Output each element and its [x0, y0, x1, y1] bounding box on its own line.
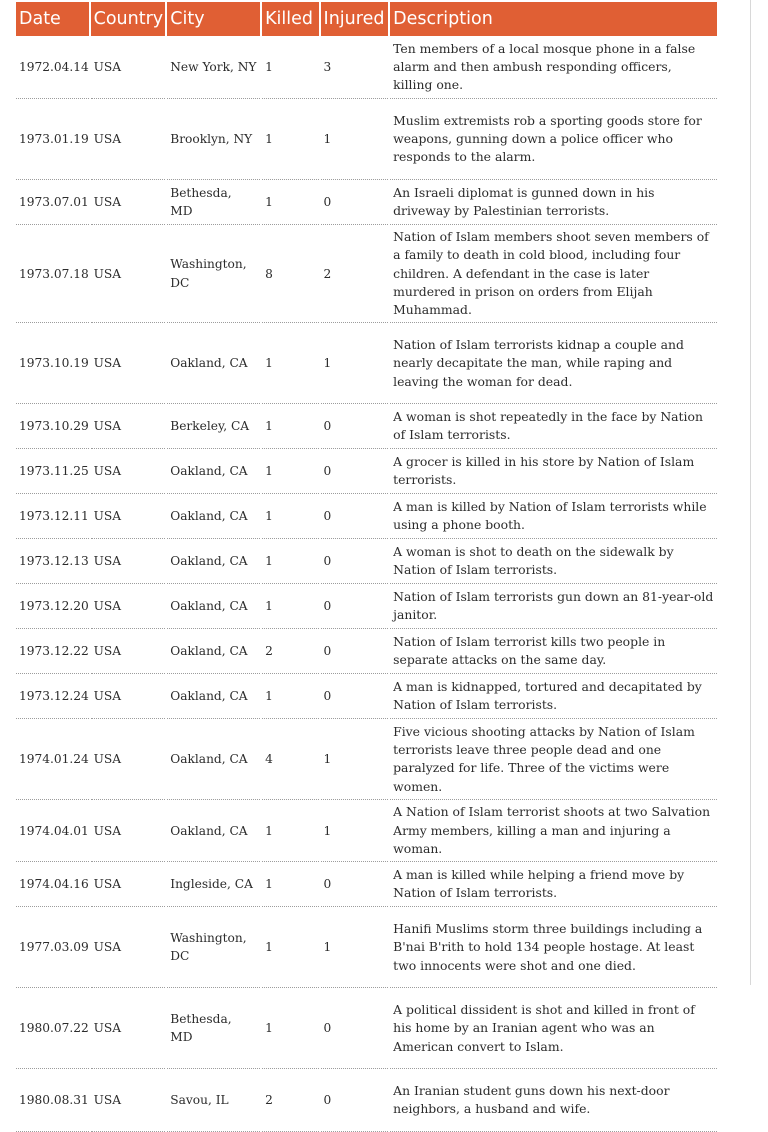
cell-country: USA	[91, 584, 166, 629]
cell-description: A man is killed while helping a friend move by Nation of Islam terrorists.	[390, 862, 717, 907]
cell-description: Nation of Islam terrorist kills two people in separate attacks on the same day.	[390, 629, 717, 674]
cell-country: USA	[91, 988, 166, 1069]
table-row	[16, 674, 717, 719]
cell-date: 1973.11.25	[16, 449, 89, 494]
cell-killed: 1	[262, 584, 318, 629]
table-row	[16, 36, 717, 99]
page-edge	[750, 0, 768, 985]
cell-injured: 0	[321, 1069, 389, 1132]
table-row	[16, 99, 717, 180]
table-row	[16, 862, 717, 907]
cell-killed: 1	[262, 800, 318, 862]
header-city[interactable]: City	[167, 2, 260, 36]
cell-injured: 0	[321, 629, 389, 674]
cell-city: Bethesda, MD	[167, 180, 260, 225]
cell-description: An Israeli diplomat is gunned down in his driveway by Palestinian terrorists.	[390, 180, 717, 225]
cell-country: USA	[91, 1069, 166, 1132]
table-row	[16, 225, 717, 323]
cell-country: USA	[91, 907, 166, 988]
table-row	[16, 907, 717, 988]
cell-injured: 0	[321, 404, 389, 449]
cell-date: 1973.10.19	[16, 323, 89, 404]
table-row	[16, 404, 717, 449]
cell-city: Washington, DC	[167, 907, 260, 988]
cell-date: 1972.04.14	[16, 36, 89, 99]
table-row	[16, 494, 717, 539]
cell-killed: 1	[262, 494, 318, 539]
table-row	[16, 323, 717, 404]
cell-country: USA	[91, 180, 166, 225]
cell-date: 1973.12.20	[16, 584, 89, 629]
cell-country: USA	[91, 323, 166, 404]
cell-injured: 0	[321, 180, 389, 225]
cell-injured: 1	[321, 323, 389, 404]
cell-country: USA	[91, 674, 166, 719]
cell-country: USA	[91, 800, 166, 862]
header-description[interactable]: Description	[390, 2, 717, 36]
cell-description: A man is kidnapped, tortured and decapitated by Nation of Islam terrorists.	[390, 674, 717, 719]
table-row	[16, 449, 717, 494]
cell-injured: 0	[321, 539, 389, 584]
cell-killed: 1	[262, 449, 318, 494]
table-row	[16, 988, 717, 1069]
cell-country: USA	[91, 862, 166, 907]
cell-killed: 2	[262, 1069, 318, 1132]
cell-description: Five vicious shooting attacks by Nation of Islam terrorists leave three people dead and one paralyzed for life. Three of the victims were women.	[390, 719, 717, 800]
cell-country: USA	[91, 404, 166, 449]
cell-injured: 2	[321, 225, 389, 323]
cell-city: Oakland, CA	[167, 323, 260, 404]
cell-description: An Iranian student guns down his next-door neighbors, a husband and wife.	[390, 1069, 717, 1132]
cell-date: 1980.08.31	[16, 1069, 89, 1132]
cell-injured: 0	[321, 494, 389, 539]
cell-description: A woman is shot to death on the sidewalk by Nation of Islam terrorists.	[390, 539, 717, 584]
cell-date: 1973.01.19	[16, 99, 89, 180]
cell-date: 1974.04.01	[16, 800, 89, 862]
table-row	[16, 584, 717, 629]
cell-killed: 1	[262, 674, 318, 719]
table-row	[16, 629, 717, 674]
cell-killed: 1	[262, 404, 318, 449]
cell-city: Bethesda, MD	[167, 988, 260, 1069]
cell-killed: 1	[262, 862, 318, 907]
cell-date: 1973.12.22	[16, 629, 89, 674]
cell-injured: 0	[321, 862, 389, 907]
cell-city: Savou, IL	[167, 1069, 260, 1132]
table-header-row	[16, 2, 717, 36]
cell-date: 1973.10.29	[16, 404, 89, 449]
cell-killed: 1	[262, 323, 318, 404]
cell-injured: 1	[321, 800, 389, 862]
cell-injured: 1	[321, 907, 389, 988]
cell-killed: 1	[262, 539, 318, 584]
cell-killed: 1	[262, 180, 318, 225]
cell-injured: 0	[321, 674, 389, 719]
cell-description: A grocer is killed in his store by Nation of Islam terrorists.	[390, 449, 717, 494]
cell-country: USA	[91, 449, 166, 494]
cell-date: 1973.07.18	[16, 225, 89, 323]
cell-country: USA	[91, 36, 166, 99]
header-date[interactable]: Date	[16, 2, 89, 36]
cell-description: Muslim extremists rob a sporting goods store for weapons, gunning down a police officer who responds to the alarm.	[390, 99, 717, 180]
cell-city: Oakland, CA	[167, 800, 260, 862]
cell-city: New York, NY	[167, 36, 260, 99]
cell-description: Nation of Islam terrorists gun down an 81-year-old janitor.	[390, 584, 717, 629]
cell-description: Nation of Islam members shoot seven members of a family to death in cold blood, including four children. A defendant in the case is later murdered in prison on orders from Elijah Muhammad.	[390, 225, 717, 323]
cell-injured: 0	[321, 449, 389, 494]
table-row	[16, 1069, 717, 1132]
cell-city: Brooklyn, NY	[167, 99, 260, 180]
header-killed[interactable]: Killed	[262, 2, 318, 36]
cell-injured: 1	[321, 99, 389, 180]
cell-date: 1973.12.24	[16, 674, 89, 719]
cell-country: USA	[91, 225, 166, 323]
cell-injured: 0	[321, 988, 389, 1069]
cell-description: A woman is shot repeatedly in the face by Nation of Islam terrorists.	[390, 404, 717, 449]
table-row	[16, 539, 717, 584]
cell-injured: 3	[321, 36, 389, 99]
cell-killed: 4	[262, 719, 318, 800]
header-injured[interactable]: Injured	[321, 2, 389, 36]
table-row	[16, 800, 717, 862]
table-row	[16, 180, 717, 225]
cell-killed: 1	[262, 907, 318, 988]
cell-description: A political dissident is shot and killed in front of his home by an Iranian agent who was an American convert to Islam.	[390, 988, 717, 1069]
cell-city: Berkeley, CA	[167, 404, 260, 449]
cell-injured: 0	[321, 584, 389, 629]
cell-killed: 1	[262, 988, 318, 1069]
cell-country: USA	[91, 719, 166, 800]
table-row	[16, 719, 717, 800]
cell-city: Oakland, CA	[167, 629, 260, 674]
cell-city: Oakland, CA	[167, 494, 260, 539]
header-country[interactable]: Country	[91, 2, 166, 36]
cell-date: 1974.04.16	[16, 862, 89, 907]
cell-city: Oakland, CA	[167, 584, 260, 629]
cell-date: 1974.01.24	[16, 719, 89, 800]
cell-date: 1973.12.11	[16, 494, 89, 539]
attacks-table	[14, 2, 719, 1132]
cell-killed: 1	[262, 36, 318, 99]
cell-killed: 2	[262, 629, 318, 674]
cell-description: Hanifi Muslims storm three buildings including a B'nai B'rith to hold 134 people hostage. At least two innocents were shot and one died.	[390, 907, 717, 988]
cell-city: Ingleside, CA	[167, 862, 260, 907]
cell-description: A man is killed by Nation of Islam terrorists while using a phone booth.	[390, 494, 717, 539]
cell-city: Oakland, CA	[167, 719, 260, 800]
cell-city: Oakland, CA	[167, 449, 260, 494]
cell-city: Washington, DC	[167, 225, 260, 323]
cell-date: 1977.03.09	[16, 907, 89, 988]
cell-description: Nation of Islam terrorists kidnap a couple and nearly decapitate the man, while raping and leaving the woman for dead.	[390, 323, 717, 404]
cell-killed: 1	[262, 99, 318, 180]
cell-country: USA	[91, 494, 166, 539]
cell-country: USA	[91, 629, 166, 674]
cell-date: 1980.07.22	[16, 988, 89, 1069]
cell-date: 1973.12.13	[16, 539, 89, 584]
cell-description: Ten members of a local mosque phone in a false alarm and then ambush responding officers, killing one.	[390, 36, 717, 99]
cell-killed: 8	[262, 225, 318, 323]
cell-city: Oakland, CA	[167, 674, 260, 719]
cell-injured: 1	[321, 719, 389, 800]
cell-description: A Nation of Islam terrorist shoots at two Salvation Army members, killing a man and injuring a woman.	[390, 800, 717, 862]
cell-city: Oakland, CA	[167, 539, 260, 584]
cell-country: USA	[91, 539, 166, 584]
cell-date: 1973.07.01	[16, 180, 89, 225]
cell-country: USA	[91, 99, 166, 180]
